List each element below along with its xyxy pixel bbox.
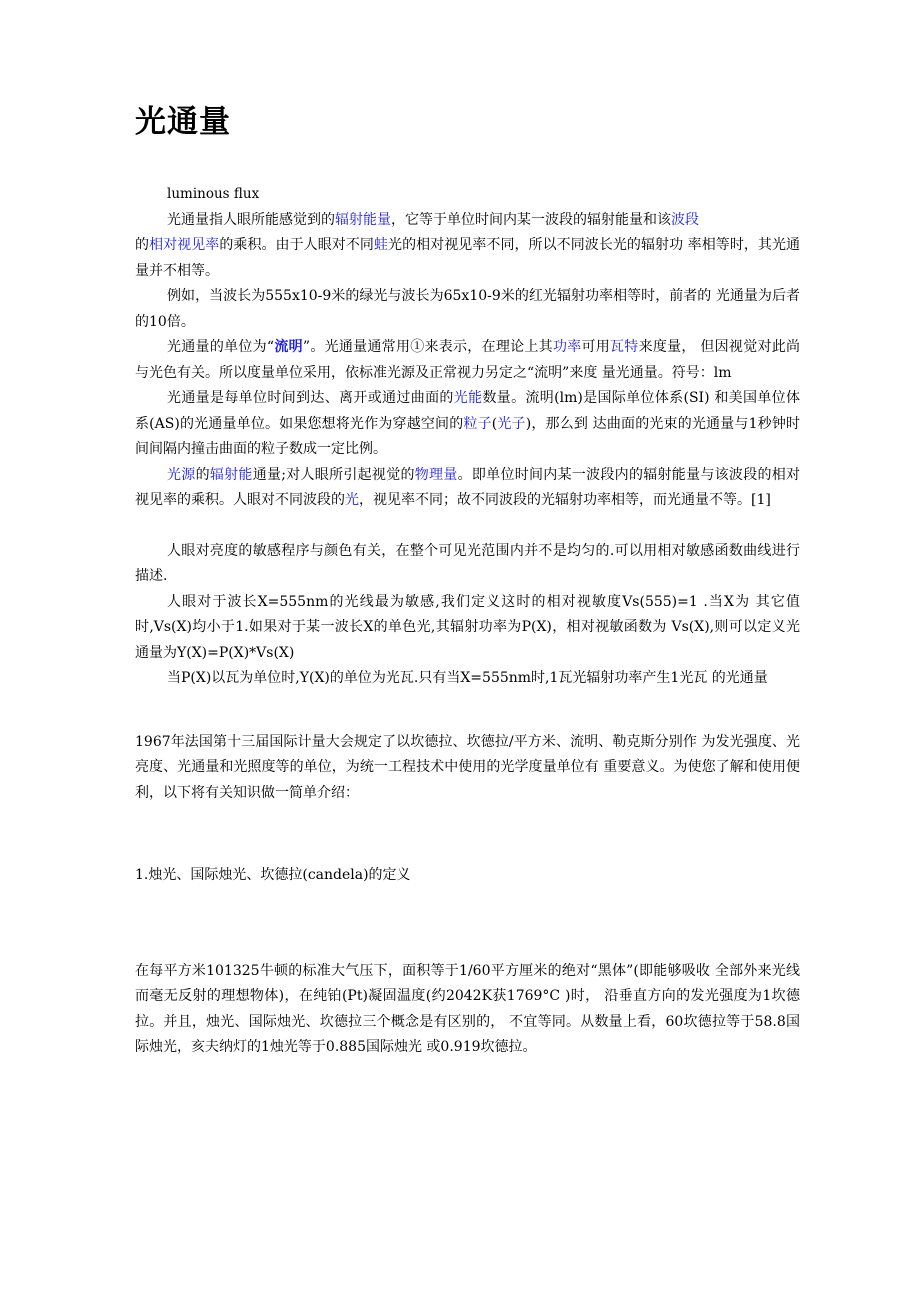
text: 通量;对人眼所引起视觉的	[252, 466, 415, 483]
link-power[interactable]: 功率	[552, 339, 582, 355]
paragraph-6: 人眼对亮度的敏感程序与颜色有关，在整个可见光范围内并不是均匀的.可以用相对敏感函数曲线进行描述.	[135, 542, 800, 584]
text: ”。光通量通常用①来表示，在理论上其	[302, 339, 553, 355]
link-particle[interactable]: 粒子	[463, 415, 492, 432]
link-frog[interactable]: 蛙	[373, 237, 389, 253]
text: 数量。流明(lm)是国际单位体系(SI) 和美国单位体系(AS)的光通量单位。如果您想将光作为穿越空间的	[135, 390, 801, 432]
text: 的乘积。由于人眼对不同	[219, 237, 374, 253]
paragraph-2: 例如，当波长为555x10-9米的绿光与波长为65x10-9米的红光辐射功率相等时，前者的 光通量为后者的10倍。	[135, 288, 800, 330]
text: ，视见率不同；故不同波段的光辐射功率相等，而光通量不等。[1]	[359, 492, 771, 508]
paragraph-9: 1967年法国第十三届国际计量大会规定了以坎德拉、坎德拉/平方米、流明、勒克斯分别作 为发光强度、光亮度、光通量和光照度等的单位，为统一工程技术中使用的光学度量单位有 重要意义。为使您了解和使用便利，以下将有关知识做一简单介绍：	[135, 733, 800, 801]
text: ，它等于单位时间内某一波段的辐射能量和该	[391, 211, 671, 228]
paragraph-3	[135, 335, 800, 386]
document-body	[135, 182, 800, 1061]
page-title: 光通量	[135, 104, 231, 140]
link-watt[interactable]: 瓦特	[610, 339, 639, 355]
subtitle: luminous flux	[167, 186, 260, 202]
link-light-energy[interactable]: 光能	[453, 390, 483, 406]
text: 的	[195, 466, 210, 483]
link-radiant-energy[interactable]: 辐射能量	[335, 211, 391, 228]
link-lumen[interactable]: 流明	[274, 339, 303, 355]
text: 光通量的单位为“	[167, 339, 275, 355]
text: 来度量， 但因视觉对此尚与光色有关。所以度量单位采用，依标准光源及正常视力另定之“流明”来度 量光通量。符号：lm	[135, 339, 801, 381]
text: 可用	[581, 339, 611, 355]
text: 光通量指人眼所能感觉到的	[167, 211, 335, 228]
text: 。即单位时间内某一波段内的辐射能量与该波段的相对视见率的乘积。人眼对不同波段的	[135, 466, 801, 508]
link-physical-quantity[interactable]: 物理量	[414, 466, 458, 483]
link-light[interactable]: 光	[345, 492, 359, 508]
section-heading: 1.烛光、国际烛光、坎德拉(candela)的定义	[135, 867, 411, 883]
paragraph-10: 在每平方米101325牛顿的标准大气压下，面积等于1/60平方厘米的绝对“黑体”(即能够吸收 全部外来光线而毫无反射的理想物体)，在纯铂(Pt)凝固温度(约2042K获1769°C )时， 沿垂直方向的发光强度为1坎德拉。并且，烛光、国际烛光、坎德拉三个概念是有区别的， 不宜等同。从数量上看，60坎德拉等于58.8国际烛光，亥夫纳灯的1烛光等于0.885国际烛光 或0.919坎德拉。	[135, 962, 800, 1055]
paragraph-7: 人眼对于波长X=555nm的光线最为敏感,我们定义这时的相对视敏度Vs(555)=1 .当X为 其它值时,Vs(X)均小于1.如果对于某一波长X的单色光,其辐射功率为P(X)，相对视敏函数为 Vs(X),则可以定义光通量为Y(X)=P(X)*Vs(X)	[135, 593, 800, 661]
link-photon[interactable]: 光子	[497, 415, 526, 432]
text: 光通量是每单位时间到达、离开或通过曲面的	[167, 390, 454, 406]
paragraph-8: 当P(X)以瓦为单位时,Y(X)的单位为光瓦.只有当X=555nm时,1瓦光辐射功率产生1光瓦 的光通量	[167, 670, 768, 686]
text: 光的相对视见率不同，所以不同波长光的辐射功 率相等时，其光通量并不相等。	[135, 237, 801, 279]
text: (	[491, 415, 498, 432]
link-waveband[interactable]: 波段	[671, 211, 699, 228]
paragraph-1	[135, 208, 800, 285]
paragraph-5	[135, 463, 800, 514]
text: )，那么到 达曲面的光束的光通量与1秒钟时间间隔内撞击曲面的粒子数成一定比例。	[135, 415, 800, 457]
link-radiant[interactable]: 辐射能	[209, 466, 253, 483]
link-light-source[interactable]: 光源	[167, 466, 196, 483]
link-relative-visibility[interactable]: 相对视见率	[149, 237, 220, 253]
paragraph-4	[135, 386, 800, 463]
text: 的	[135, 237, 150, 253]
